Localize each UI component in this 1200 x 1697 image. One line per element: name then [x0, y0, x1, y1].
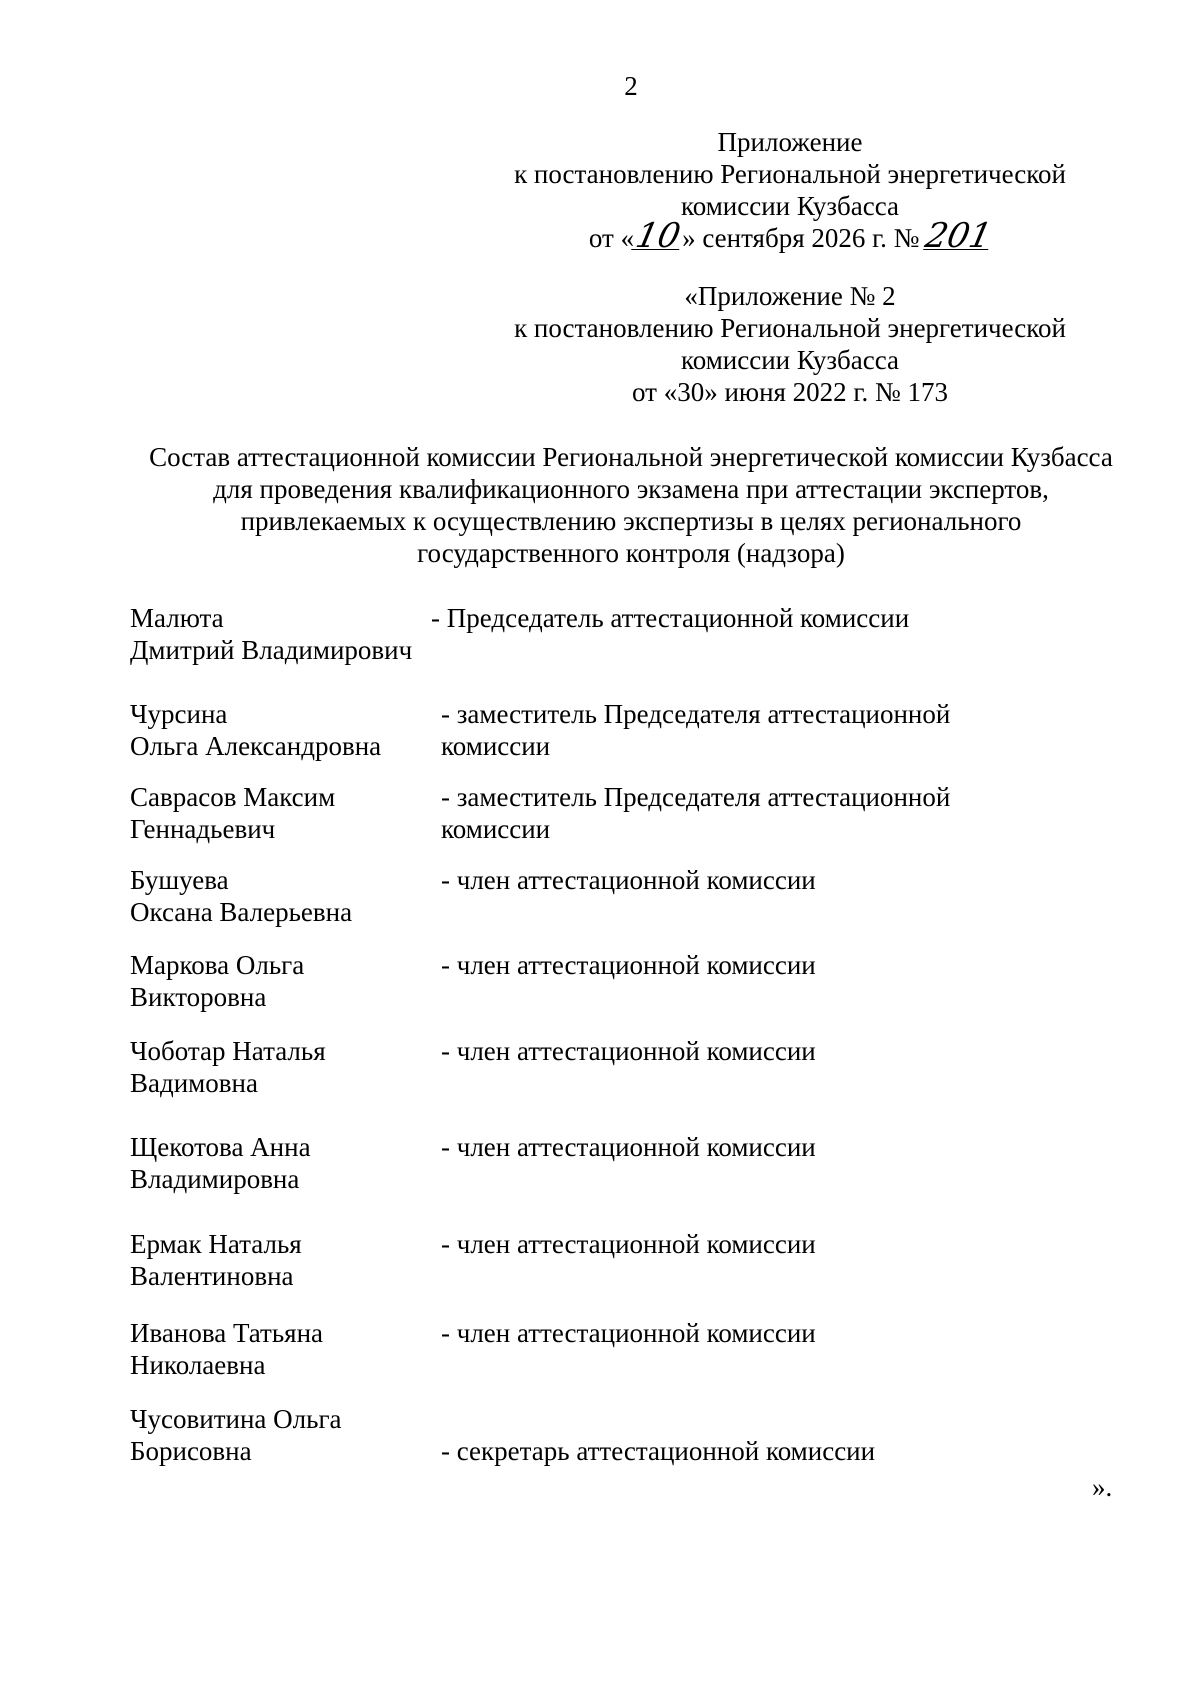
title-line-4: государственного контроля (надзора)	[417, 538, 845, 568]
date-prefix: от «	[588, 223, 635, 253]
member-name	[130, 1228, 430, 1292]
appendix-date-line	[450, 216, 1130, 256]
member-surname: Чусовитина Ольга	[130, 1404, 342, 1434]
member-surname: Чурсина	[130, 699, 228, 729]
date-middle: » сентября 2026 г. №	[682, 223, 920, 253]
member-role-line-2: комиссии	[441, 814, 551, 844]
member-given-names: Владимировна	[130, 1164, 300, 1194]
member-role	[441, 698, 1131, 762]
title-line-1: Состав аттестационной комиссии Региональной энергетической комиссии Кузбасса	[149, 442, 1113, 472]
original-appendix-line-4: от «30» июня 2022 г. № 173	[632, 377, 948, 407]
member-name	[130, 1317, 430, 1381]
original-appendix-title: «Приложение № 2	[684, 281, 896, 311]
member-role	[441, 949, 1131, 981]
page-number: 2	[624, 71, 638, 101]
handwritten-number: 201	[922, 216, 996, 256]
document-title	[100, 441, 1162, 569]
title-line-2: для проведения квалификационного экзамена при аттестации экспертов,	[213, 474, 1049, 504]
appendix-header	[450, 126, 1130, 254]
member-role	[441, 1035, 1131, 1067]
member-role-line-1: - заместитель Председателя аттестационной	[441, 699, 951, 729]
member-role-line-1: - член аттестационной комиссии	[441, 1132, 816, 1162]
member-role-line-1: - член аттестационной комиссии	[441, 1318, 816, 1348]
member-name	[130, 864, 430, 928]
member-role	[441, 1131, 1131, 1163]
member-surname: Иванова Татьяна	[130, 1318, 324, 1348]
closing-quote: ».	[1092, 1472, 1113, 1502]
member-name	[130, 698, 430, 762]
member-surname: Маркова Ольга	[130, 950, 305, 980]
member-given-names: Борисовна	[130, 1436, 252, 1466]
member-name	[130, 1131, 430, 1195]
member-surname: Саврасов Максим	[130, 782, 336, 812]
member-role-line-1: - член аттестационной комиссии	[441, 950, 816, 980]
member-role	[441, 864, 1131, 896]
appendix-line-2: к постановлению Региональной энергетической	[514, 159, 1066, 189]
original-appendix-line-2: к постановлению Региональной энергетической	[514, 313, 1066, 343]
member-role-line-1: - секретарь аттестационной комиссии	[441, 1436, 876, 1466]
member-role	[441, 1317, 1131, 1349]
member-role-line-2: комиссии	[441, 731, 551, 761]
handwritten-day: 10	[632, 216, 685, 256]
member-surname: Щекотова Анна	[130, 1132, 311, 1162]
member-name	[130, 1035, 430, 1099]
member-surname: Бушуева	[130, 865, 229, 895]
member-role	[431, 602, 1121, 634]
member-given-names: Викторовна	[130, 982, 267, 1012]
member-role	[441, 1228, 1131, 1260]
member-name	[130, 949, 430, 1013]
member-surname: Чоботар Наталья	[130, 1036, 326, 1066]
member-role	[441, 781, 1131, 845]
original-appendix-line-3: комиссии Кузбасса	[680, 345, 900, 375]
member-role-line-1: - Председатель аттестационной комиссии	[431, 603, 910, 633]
member-given-names: Дмитрий Владимирович	[130, 635, 413, 665]
member-role	[441, 1435, 1131, 1467]
member-role-line-1: - член аттестационной комиссии	[441, 865, 816, 895]
member-given-names: Ольга Александровна	[130, 731, 382, 761]
member-role-line-1: - член аттестационной комиссии	[441, 1229, 816, 1259]
appendix-title: Приложение	[717, 127, 863, 157]
member-name	[130, 602, 430, 666]
member-given-names: Николаевна	[130, 1350, 266, 1380]
member-surname: Малюта	[130, 603, 224, 633]
member-given-names: Вадимовна	[130, 1068, 258, 1098]
title-line-3: привлекаемых к осуществлению экспертизы в целях регионального	[240, 506, 1022, 536]
original-appendix-header	[450, 280, 1130, 408]
member-given-names: Оксана Валерьевна	[130, 897, 353, 927]
member-given-names: Геннадьевич	[130, 814, 276, 844]
member-name	[130, 781, 430, 845]
member-role-line-1: - заместитель Председателя аттестационной	[441, 782, 951, 812]
member-given-names: Валентиновна	[130, 1261, 294, 1291]
member-name	[130, 1403, 430, 1467]
appendix-line-3: комиссии Кузбасса	[680, 191, 900, 221]
member-surname: Ермак Наталья	[130, 1229, 302, 1259]
member-role-line-1: - член аттестационной комиссии	[441, 1036, 816, 1066]
